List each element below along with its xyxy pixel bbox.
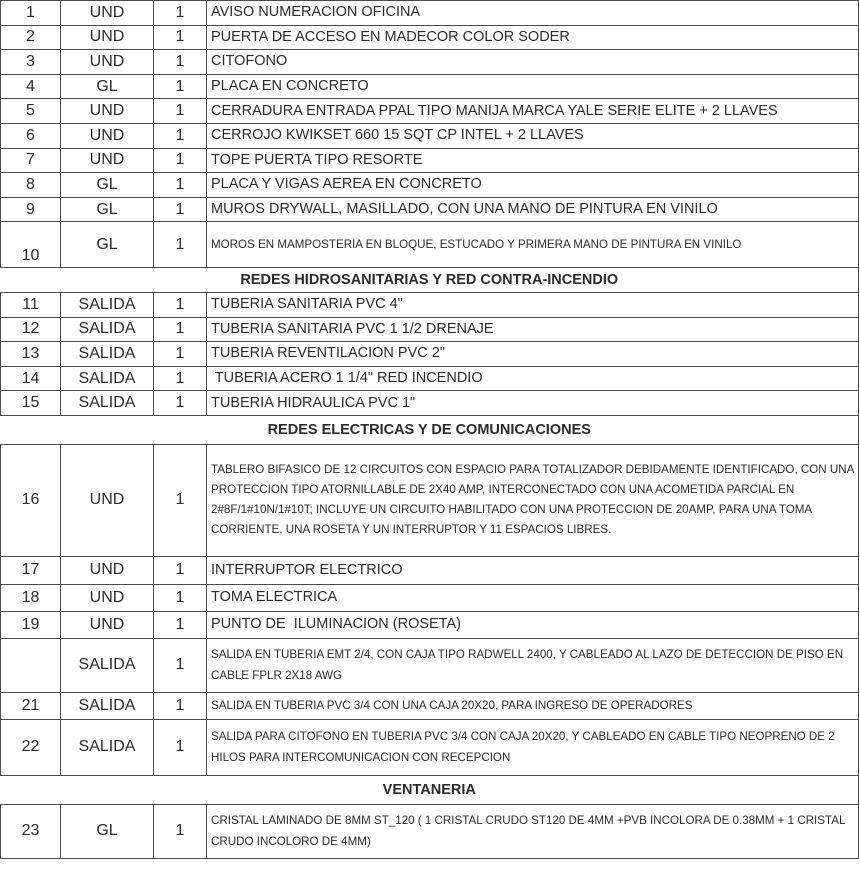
item-quantity: 1 [154, 692, 207, 719]
table-row [1, 317, 859, 342]
item-number: 10 [1, 222, 61, 268]
item-number: 7 [1, 148, 61, 173]
item-number: 11 [1, 292, 61, 317]
item-quantity: 1 [154, 197, 207, 222]
item-quantity: 1 [154, 99, 207, 124]
item-unit: GL [61, 222, 154, 268]
item-number: 17 [1, 556, 61, 584]
item-description: CITOFONO [207, 50, 859, 75]
section-title: VENTANERIA [1, 775, 859, 804]
item-number: 1 [1, 1, 61, 26]
table-row [1, 148, 859, 173]
item-number: 6 [1, 123, 61, 148]
section-header-row [1, 775, 859, 804]
item-unit: SALIDA [61, 692, 154, 719]
item-quantity: 1 [154, 123, 207, 148]
item-unit: SALIDA [61, 719, 154, 775]
table-row [1, 99, 859, 124]
table-row [1, 173, 859, 198]
table-row [1, 556, 859, 584]
item-unit: UND [61, 148, 154, 173]
table-row [1, 74, 859, 99]
section-header-row [1, 268, 859, 293]
item-description: CERRADURA ENTRADA PPAL TIPO MANIJA MARCA YALE SERIE ELITE + 2 LLAVES [207, 99, 859, 124]
item-number: 5 [1, 99, 61, 124]
item-description: TUBERIA SANITARIA PVC 1 1/2 DRENAJE [207, 317, 859, 342]
item-number: 8 [1, 173, 61, 198]
item-description: TUBERIA HIDRAULICA PVC 1" [207, 391, 859, 416]
table-row [1, 366, 859, 391]
item-description: PLACA EN CONCRETO [207, 74, 859, 99]
item-quantity: 1 [154, 173, 207, 198]
table-row [1, 222, 859, 268]
table-row [1, 342, 859, 367]
item-description: INTERRUPTOR ELECTRICO [207, 556, 859, 584]
item-unit: GL [61, 197, 154, 222]
item-quantity: 1 [154, 292, 207, 317]
item-quantity: 1 [154, 638, 207, 692]
item-description: SALIDA PARA CITOFONO EN TUBERIA PVC 3/4 CON CAJA 20X20, Y CABLEADO EN CABLE TIPO NEOPRENO DE 2 HILOS PARA INTERCOMUNICACION CON RECEPCION [207, 719, 859, 775]
item-description: PUERTA DE ACCESO EN MADECOR COLOR SODER [207, 25, 859, 50]
item-description: TOPE PUERTA TIPO RESORTE [207, 148, 859, 173]
item-description: TOMA ELECTRICA [207, 584, 859, 611]
item-description: PUNTO DE ILUMINACION (ROSETA) [207, 611, 859, 638]
table-row [1, 719, 859, 775]
item-unit: UND [61, 50, 154, 75]
item-description: AVISO NUMERACION OFICINA [207, 1, 859, 26]
item-number [1, 638, 61, 692]
table-row [1, 123, 859, 148]
item-quantity: 1 [154, 342, 207, 367]
item-quantity: 1 [154, 1, 207, 26]
item-number: 22 [1, 719, 61, 775]
item-number: 23 [1, 804, 61, 858]
item-number: 13 [1, 342, 61, 367]
item-unit: UND [61, 611, 154, 638]
item-quantity: 1 [154, 222, 207, 268]
item-description: CRISTAL LAMINADO DE 8MM ST_120 ( 1 CRISTAL CRUDO ST120 DE 4MM +PVB INCOLORA DE 0.38MM + 1 CRISTAL CRUDO INCOLORO DE 4MM) [207, 804, 859, 858]
item-description: PLACA Y VIGAS AEREA EN CONCRETO [207, 173, 859, 198]
item-quantity: 1 [154, 804, 207, 858]
item-number: 3 [1, 50, 61, 75]
item-quantity: 1 [154, 584, 207, 611]
item-quantity: 1 [154, 50, 207, 75]
item-quantity: 1 [154, 719, 207, 775]
item-quantity: 1 [154, 444, 207, 556]
item-description: MOROS EN MAMPOSTERIA EN BLOQUE, ESTUCADO Y PRIMERA MANO DE PINTURA EN VINILO [207, 222, 859, 268]
item-unit: SALIDA [61, 292, 154, 317]
table-row [1, 584, 859, 611]
item-unit: UND [61, 123, 154, 148]
item-unit: UND [61, 25, 154, 50]
item-unit: SALIDA [61, 342, 154, 367]
item-description: MUROS DRYWALL, MASILLADO, CON UNA MANO DE PINTURA EN VINILO [207, 197, 859, 222]
item-unit: GL [61, 804, 154, 858]
item-number: 16 [1, 444, 61, 556]
table-row [1, 692, 859, 719]
item-description: CERROJO KWIKSET 660 15 SQT CP INTEL + 2 LLAVES [207, 123, 859, 148]
item-quantity: 1 [154, 391, 207, 416]
item-description: SALIDA EN TUBERIA EMT 2/4, CON CAJA TIPO RADWELL 2400, Y CABLEADO AL LAZO DE DETECCION DE PISO EN CABLE FPLR 2X18 AWG [207, 638, 859, 692]
item-number: 2 [1, 25, 61, 50]
item-quantity: 1 [154, 317, 207, 342]
item-unit: GL [61, 173, 154, 198]
item-unit: UND [61, 584, 154, 611]
item-description: TUBERIA SANITARIA PVC 4" [207, 292, 859, 317]
item-number: 21 [1, 692, 61, 719]
item-number: 19 [1, 611, 61, 638]
item-number: 9 [1, 197, 61, 222]
item-number: 14 [1, 366, 61, 391]
table-row [1, 804, 859, 858]
table-row [1, 444, 859, 556]
table-row [1, 638, 859, 692]
item-unit: SALIDA [61, 366, 154, 391]
item-quantity: 1 [154, 148, 207, 173]
item-description: TABLERO BIFASICO DE 12 CIRCUITOS CON ESPACIO PARA TOTALIZADOR DEBIDAMENTE IDENTIFICADO, CON UNA PROTECCION TIPO ATORNILLABLE DE 2X40 AMP, INTERCONECTADO CON UNA ACOMETIDA PARCIAL EN 2#8F/1#10N/1#10T; INCLUYE UN CIRCUITO HABILITADO CON UNA PROTECCION DE 20AMP, PARA UNA TOMA CORRIENTE, UNA ROSETA Y UN INTERRUPTOR Y 11 ESPACIOS LIBRES. [207, 444, 859, 556]
table-row [1, 391, 859, 416]
table-row [1, 292, 859, 317]
item-quantity: 1 [154, 556, 207, 584]
item-unit: GL [61, 74, 154, 99]
item-unit: UND [61, 1, 154, 26]
item-description: TUBERIA ACERO 1 1/4" RED INCENDIO [207, 366, 859, 391]
item-number: 18 [1, 584, 61, 611]
item-quantity: 1 [154, 611, 207, 638]
item-unit: SALIDA [61, 638, 154, 692]
item-quantity: 1 [154, 74, 207, 99]
table-row [1, 50, 859, 75]
item-quantity: 1 [154, 366, 207, 391]
item-unit: SALIDA [61, 317, 154, 342]
item-number: 4 [1, 74, 61, 99]
item-quantity: 1 [154, 25, 207, 50]
table-row [1, 197, 859, 222]
item-unit: UND [61, 444, 154, 556]
table-row [1, 1, 859, 26]
item-number: 12 [1, 317, 61, 342]
section-header-row [1, 415, 859, 444]
item-unit: UND [61, 556, 154, 584]
item-unit: UND [61, 99, 154, 124]
table-row [1, 25, 859, 50]
item-description: TUBERIA REVENTILACION PVC 2" [207, 342, 859, 367]
item-number: 15 [1, 391, 61, 416]
item-description: SALIDA EN TUBERIA PVC 3/4 CON UNA CAJA 20X20, PARA INGRESO DE OPERADORES [207, 692, 859, 719]
section-title: REDES HIDROSANITARIAS Y RED CONTRA-INCENDIO [1, 268, 859, 293]
table-row [1, 611, 859, 638]
section-title: REDES ELECTRICAS Y DE COMUNICACIONES [1, 415, 859, 444]
item-unit: SALIDA [61, 391, 154, 416]
